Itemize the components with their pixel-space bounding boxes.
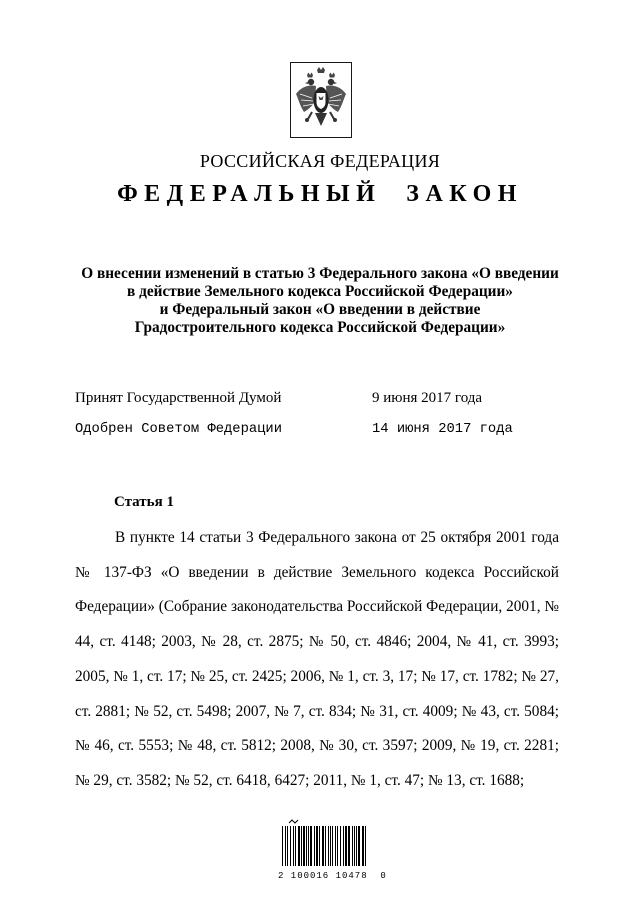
law-title-line: О внесении изменений в статью 3 Федерального закона «О введении	[81, 265, 559, 282]
document-type: ФЕДЕРАЛЬНЫЙ ЗАКОН	[117, 181, 523, 207]
country-name: РОССИЙСКАЯ ФЕДЕРАЦИЯ	[199, 151, 441, 171]
council-approval-date: 14 июня 2017 года	[372, 422, 513, 437]
duma-adoption-label: Принят Государственной Думой	[75, 390, 282, 406]
law-title-line: Градостроительного кодекса Российской Федерации»	[134, 319, 506, 336]
barcode-icon	[281, 818, 369, 868]
law-title-line: в действие Земельного кодекса Российской Федерации»	[127, 283, 513, 300]
council-approval-label: Одобрен Советом Федерации	[75, 422, 282, 437]
law-title-line: и Федеральный закон «О введении в действие	[159, 301, 481, 318]
article-body-text: В пункте 14 статьи 3 Федерального закона от 25 октября 2001 года № 137-ФЗ «О введении в действие Земельного кодекса Российской Федерации» (Собрание законодательства Российской Федерации, 2001, № 44, ст. 4148; 2003, № 28, ст. 2875; № 50, ст. 4846; 2004, № 41, ст. 3993; 2005, № 1, ст. 17; № 25, ст. 2425; 2006, № 1, ст. 3, 17; № 17, ст. 1782; № 27, ст. 2881; № 52, ст. 5498; 2007, № 7, ст. 834; № 31, ст. 4009; № 43, ст. 5084; № 46, ст. 5553; № 48, ст. 5812; 2008, № 30, ст. 3597; 2009, № 19, ст. 2281; № 29, ст. 3582; № 52, ст. 6418, 6427; 2011, № 1, ст. 47; № 13, ст. 1688;	[75, 529, 559, 789]
law-title	[40, 265, 600, 337]
barcode-number: 2 100016 10478 0	[278, 871, 387, 881]
coat-of-arms-icon	[290, 62, 352, 138]
duma-adoption-date: 9 июня 2017 года	[372, 390, 483, 406]
article-heading: Статья 1	[114, 494, 174, 510]
